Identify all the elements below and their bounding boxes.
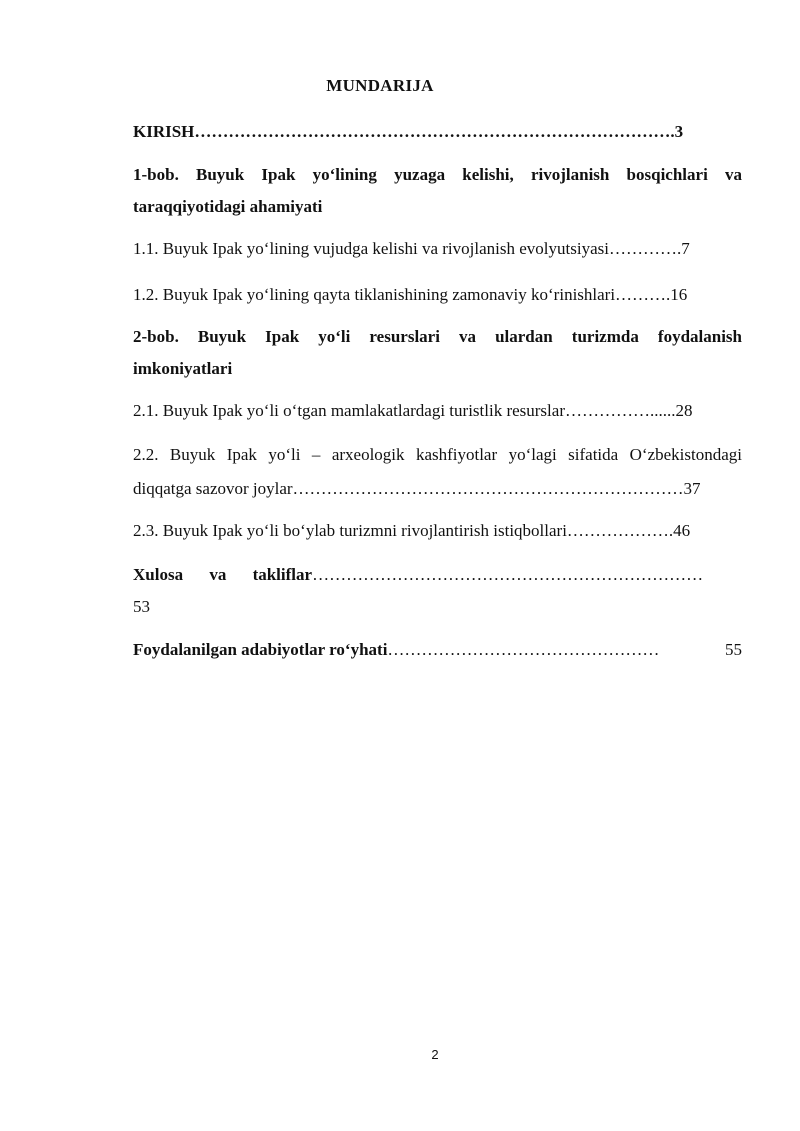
toc-references-page: 55 [725,640,742,659]
toc-references-label: Foydalanilgan adabiyotlar ro‘yhati [133,640,388,659]
toc-section-2-3[interactable]: 2.3. Buyuk Ipak yo‘li bo‘ylab turizmni rivojlantirish istiqbollari……………….46 [133,521,691,540]
toc-section-1-2[interactable]: 1.2. Buyuk Ipak yo‘lining qayta tiklanishining zamonaviy ko‘rinishlari……….16 [133,285,688,304]
toc-references[interactable] [133,639,742,661]
toc-chapter-1-line-1[interactable]: 1-bob. Buyuk Ipak yo‘lining yuzaga kelishi, rivojlanish bosqichlari va [133,165,742,184]
toc-references-dots: ………………………………………… [387,640,660,659]
toc-section-2-2-line-1[interactable]: 2.2. Buyuk Ipak yo‘li – arxeologik kashfiyotlar yo‘lagi sifatida O‘zbekistondagi [133,445,742,464]
toc-conclusion-dots: …………………………………………………………… [312,565,704,584]
toc-chapter-2-line-2[interactable]: imkoniyatlari [133,359,233,378]
toc-conclusion[interactable] [133,564,742,586]
toc-section-2-2-line-2[interactable]: diqqatga sazovor joylar……………………………………………………………37 [133,479,701,498]
toc-chapter-1-line-2[interactable]: taraqqiyotidagi ahamiyati [133,197,323,216]
toc-entry-intro[interactable]: KIRISH………………………………………………………………………….3 [133,122,684,141]
toc-section-2-1[interactable]: 2.1. Buyuk Ipak yo‘li o‘tgan mamlakatlardagi turistlik resurslar……………......28 [133,401,693,420]
page-title: MUNDARIJA [326,76,434,95]
toc-chapter-2-line-1[interactable]: 2-bob. Buyuk Ipak yo‘li resurslari va ulardan turizmda foydalanish [133,327,742,346]
toc-conclusion-label: Xulosa va takliflar [133,565,313,584]
page-number: 2 [431,1047,439,1062]
toc-section-1-1[interactable]: 1.1. Buyuk Ipak yo‘lining vujudga kelishi va rivojlanish evolyutsiyasi………….7 [133,239,690,258]
toc-conclusion-page: 53 [133,597,150,616]
